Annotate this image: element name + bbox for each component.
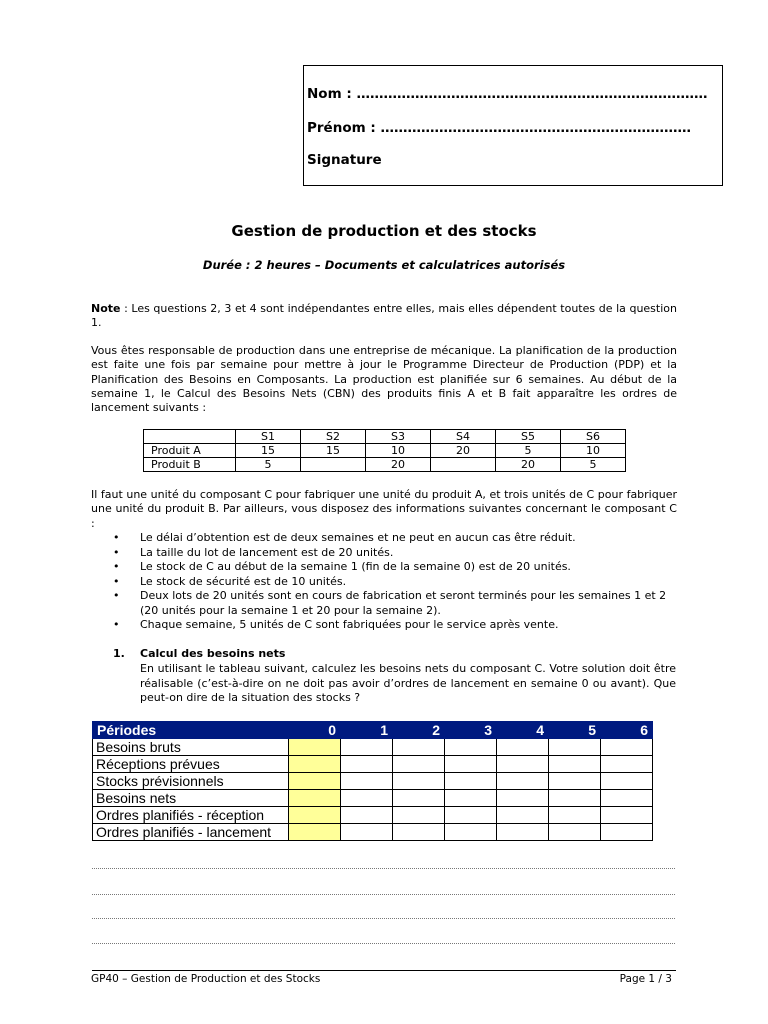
cbn-cell[interactable] [497, 756, 549, 773]
cbn-cell-period-0[interactable] [289, 773, 341, 790]
cbn-header-period: 6 [601, 722, 653, 739]
cbn-cell[interactable] [601, 807, 653, 824]
cbn-cell[interactable] [497, 773, 549, 790]
cbn-header-period: 5 [549, 722, 601, 739]
list-item [113, 531, 678, 546]
cbn-cell[interactable] [341, 739, 393, 756]
table-corner-cell [144, 430, 236, 444]
footer-page-number: Page 1 / 3 [619, 973, 672, 985]
cbn-cell[interactable] [393, 824, 445, 841]
cbn-cell[interactable] [497, 790, 549, 807]
bullet-icon: • [113, 574, 120, 588]
table-header-cell: S3 [366, 430, 431, 444]
cbn-cell[interactable] [393, 739, 445, 756]
footer-divider [92, 970, 676, 971]
cbn-cell[interactable] [341, 790, 393, 807]
bullet-icon: • [113, 545, 120, 559]
cbn-header-row [93, 722, 653, 739]
cbn-cell[interactable] [341, 807, 393, 824]
table-cell: 5 [561, 458, 626, 472]
cbn-cell[interactable] [445, 790, 497, 807]
cbn-cell[interactable] [601, 756, 653, 773]
cbn-cell[interactable] [549, 790, 601, 807]
table-header-cell: S1 [236, 430, 301, 444]
cbn-header-period: 0 [289, 722, 341, 739]
answer-line[interactable] [92, 918, 675, 919]
cbn-cell[interactable] [445, 756, 497, 773]
cbn-cell[interactable] [393, 756, 445, 773]
list-item-text: Chaque semaine, 5 unités de C sont fabriquées pour le service après vente. [140, 618, 559, 631]
bullet-icon: • [113, 618, 120, 631]
table-header-cell: S6 [561, 430, 626, 444]
question-1-text: En utilisant le tableau suivant, calculez les besoins nets du composant C. Votre solution doit être réalisable (c’est-à-dire on ne doit pas avoir d’ordres de lancement en semaine 0 ou avant). Que peut-on dire de la situation des stocks ? [140, 662, 676, 704]
note-paragraph [91, 302, 677, 331]
cbn-cell[interactable] [341, 824, 393, 841]
table-row [93, 739, 653, 756]
list-item [113, 618, 678, 633]
table-row [93, 773, 653, 790]
list-item [113, 560, 678, 575]
cbn-cell[interactable] [497, 824, 549, 841]
table-header-cell: S4 [431, 430, 496, 444]
cbn-cell[interactable] [445, 773, 497, 790]
bullet-icon: • [113, 560, 120, 573]
note-text: : Les questions 2, 3 et 4 sont indépendantes entre elles, mais elles dépendent toutes de la question 1. [91, 302, 677, 330]
table-cell: 15 [236, 444, 301, 458]
prenom-field[interactable]: Prénom : …………………………………………………………… [307, 120, 691, 136]
component-info-list [113, 531, 678, 633]
list-item-text: La taille du lot de lancement est de 20 unités. [140, 545, 394, 559]
list-item-text: Le délai d’obtention est de deux semaines et ne peut en aucun cas être réduit. [140, 531, 576, 544]
cbn-header-period: 4 [497, 722, 549, 739]
cbn-cell-period-0[interactable] [289, 807, 341, 824]
cbn-cell[interactable] [445, 807, 497, 824]
table-cell [301, 458, 366, 472]
table-row [144, 444, 626, 458]
cbn-cell-period-0[interactable] [289, 790, 341, 807]
table-header-cell: S2 [301, 430, 366, 444]
row-label: Produit A [144, 444, 236, 458]
table-cell: 20 [366, 458, 431, 472]
table-row [93, 756, 653, 773]
identification-box [303, 65, 723, 186]
table-cell: 10 [561, 444, 626, 458]
cbn-cell[interactable] [549, 756, 601, 773]
document-title: Gestion de production et des stocks [231, 222, 537, 240]
bullet-icon: • [113, 531, 120, 544]
table-cell: 20 [431, 444, 496, 458]
table-row [144, 458, 626, 472]
cbn-cell[interactable] [549, 773, 601, 790]
bullet-icon: • [113, 589, 120, 602]
signature-field[interactable]: Signature [307, 152, 382, 168]
question-1-heading [113, 647, 285, 661]
intro-paragraph: Vous êtes responsable de production dans une entreprise de mécanique. La planification de la production est faite une fois par semaine pour mettre à jour le Programme Directeur de Production (PDP) et la Planification des Besoins en Composants. La production est planifiée sur 6 semaines. Au début de la semaine 1, le Calcul des Besoins Nets (CBN) des produits finis A et B fait apparaître les ordres de lancement suivants : [91, 344, 677, 415]
answer-line[interactable] [92, 943, 675, 944]
question-title: Calcul des besoins nets [140, 647, 286, 660]
cbn-cell[interactable] [601, 790, 653, 807]
cbn-cell[interactable] [601, 773, 653, 790]
cbn-row-label: Besoins bruts [93, 739, 289, 756]
launch-orders-table [143, 429, 626, 472]
cbn-header-period: 2 [393, 722, 445, 739]
cbn-row-label: Besoins nets [93, 790, 289, 807]
cbn-cell[interactable] [445, 739, 497, 756]
list-item [113, 589, 678, 618]
cbn-cell-period-0[interactable] [289, 739, 341, 756]
table-cell [431, 458, 496, 472]
table-header-row [144, 430, 626, 444]
document-subtitle: Durée : 2 heures – Documents et calculatrices autorisés [202, 258, 566, 272]
cbn-header-period: 3 [445, 722, 497, 739]
cbn-cell[interactable] [497, 807, 549, 824]
cbn-cell[interactable] [393, 790, 445, 807]
cbn-cell[interactable] [549, 739, 601, 756]
cbn-cell[interactable] [393, 807, 445, 824]
cbn-cell[interactable] [341, 773, 393, 790]
footer-course-title: GP40 – Gestion de Production et des Stocks [91, 973, 321, 985]
answer-line[interactable] [92, 894, 675, 895]
nom-field[interactable]: Nom : …………………………………………………………………… [307, 86, 708, 102]
table-cell: 10 [366, 444, 431, 458]
list-item [113, 546, 678, 561]
cbn-cell[interactable] [601, 739, 653, 756]
cbn-cell-period-0[interactable] [289, 756, 341, 773]
cbn-row-label: Réceptions prévues [93, 756, 289, 773]
cbn-header-period: 1 [341, 722, 393, 739]
cbn-row-label: Ordres planifiés - réception [93, 807, 289, 824]
cbn-cell[interactable] [445, 824, 497, 841]
list-item-text: Deux lots de 20 unités sont en cours de fabrication et seront terminés pour les semaines 1 et 2 (20 unités pour la semaine 1 et 20 pour la semaine 2). [140, 589, 667, 617]
cbn-cell[interactable] [549, 807, 601, 824]
cbn-header-periodes: Périodes [93, 722, 289, 739]
table-cell: 5 [236, 458, 301, 472]
cbn-cell[interactable] [341, 756, 393, 773]
table-cell: 20 [496, 458, 561, 472]
cbn-cell-period-0[interactable] [289, 824, 341, 841]
cbn-cell[interactable] [497, 739, 549, 756]
cbn-table [92, 721, 653, 841]
cbn-cell[interactable] [601, 824, 653, 841]
table-row [93, 790, 653, 807]
cbn-cell[interactable] [393, 773, 445, 790]
list-item-text: Le stock de C au début de la semaine 1 (fin de la semaine 0) est de 20 unités. [140, 560, 571, 573]
table-row [93, 824, 653, 841]
table-header-cell: S5 [496, 430, 561, 444]
table-row [93, 807, 653, 824]
table-cell: 5 [496, 444, 561, 458]
cbn-row-label: Ordres planifiés - lancement [93, 824, 289, 841]
list-item [113, 575, 678, 590]
table-cell: 15 [301, 444, 366, 458]
note-label: Note [91, 302, 121, 315]
list-item-text: Le stock de sécurité est de 10 unités. [140, 574, 347, 588]
cbn-cell[interactable] [549, 824, 601, 841]
answer-line[interactable] [92, 868, 675, 869]
component-paragraph: Il faut une unité du composant C pour fabriquer une unité du produit A, et trois unités de C pour fabriquer une unité du produit B. Par ailleurs, vous disposez des informations suivantes concernant le composant C : [91, 488, 677, 530]
cbn-row-label: Stocks prévisionnels [93, 773, 289, 790]
question-number: 1. [113, 647, 125, 660]
row-label: Produit B [144, 458, 236, 472]
